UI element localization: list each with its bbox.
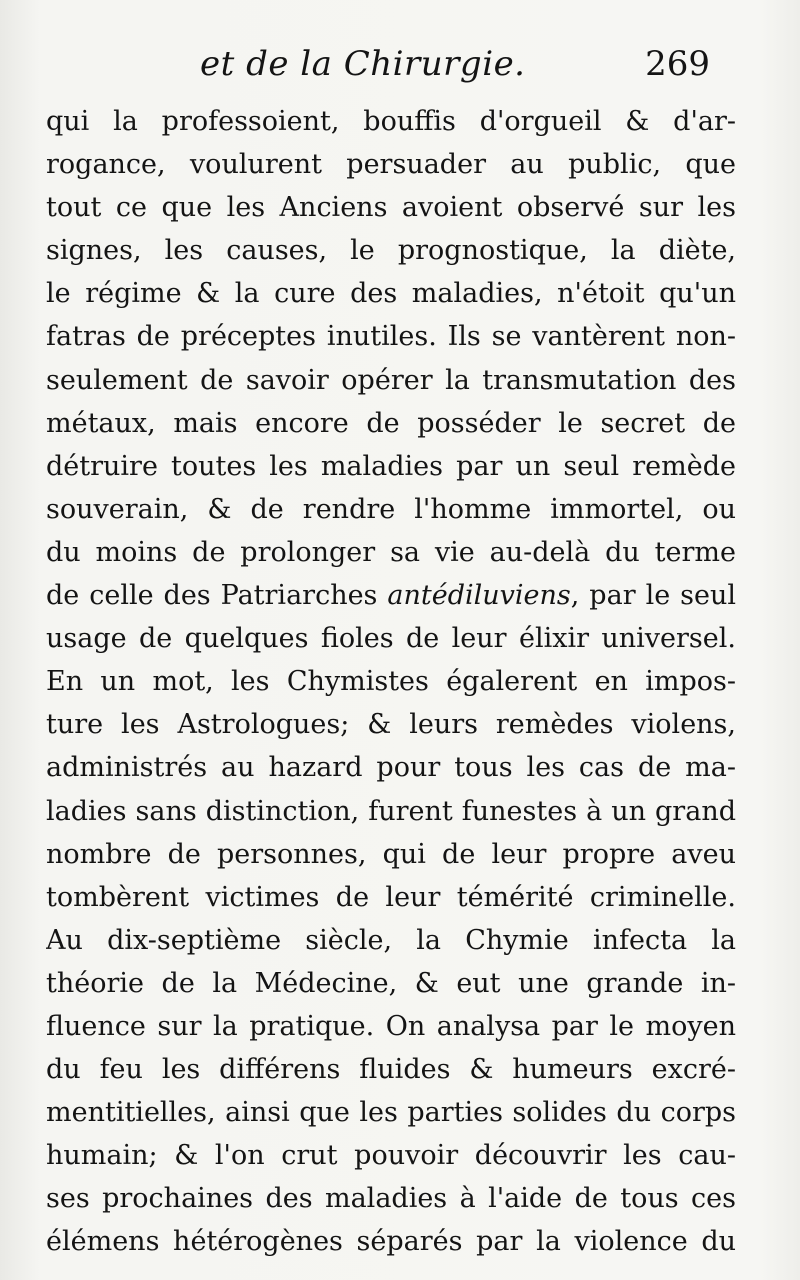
text-line: fatras de préceptes inutiles. Ils se vantèrent non-: [46, 321, 736, 353]
text-line: théorie de la Médecine, & eut une grande in-: [46, 967, 736, 999]
text-line: métaux, mais encore de posséder le secret de: [46, 407, 736, 439]
text-line: détruire toutes les maladies par un seul remède: [46, 450, 736, 482]
text-line: usage de quelques fioles de leur élixir universel.: [46, 623, 736, 655]
text-line: ture les Astrologues; & leurs remèdes violens,: [46, 709, 736, 741]
text-line: administrés au hazard pour tous les cas de ma-: [46, 752, 736, 784]
text-line: humain; & l'on crut pouvoir découvrir les cau-: [46, 1140, 736, 1172]
text-line: tombèrent victimes de leur témérité criminelle.: [46, 881, 736, 913]
running-head: [200, 44, 720, 96]
page-number: 269: [645, 44, 710, 84]
text-line: signes, les causes, le prognostique, la diète,: [46, 235, 736, 267]
text-line: fluence sur la pratique. On analysa par le moyen: [46, 1010, 736, 1042]
text-line: de celle des Patriarches antédiluviens, par le seul: [46, 580, 736, 612]
text-line: Au dix-septième siècle, la Chymie infecta la: [46, 924, 736, 956]
text-line: souverain, & de rendre l'homme immortel, ou: [46, 493, 736, 525]
text-line: En un mot, les Chymistes égalerent en impos-: [46, 666, 736, 698]
running-title: et de la Chirurgie.: [200, 44, 526, 84]
text-line: qui la professoient, bouffis d'orgueil & d'ar-: [46, 106, 736, 137]
italic-word: antédiluviens: [387, 580, 571, 612]
text-line: rogance, voulurent persuader au public, que: [46, 149, 736, 181]
body-text: [46, 100, 736, 1264]
text-line: ladies sans distinction, furent funestes à un grand: [46, 795, 736, 827]
text-line: mentitielles, ainsi que les parties solides du corps: [46, 1097, 736, 1129]
text-line: du moins de prolonger sa vie au-delà du terme: [46, 536, 736, 568]
text-line: ses prochaines des maladies à l'aide de tous ces: [46, 1183, 736, 1215]
text-line: élémens hétérogènes séparés par la violence du: [46, 1226, 736, 1258]
text-line: seulement de savoir opérer la transmutation des: [46, 364, 736, 396]
text-line: le régime & la cure des maladies, n'étoit qu'un: [46, 278, 736, 310]
text-line: nombre de personnes, qui de leur propre aveu: [46, 838, 736, 870]
text-line: du feu les différens fluides & humeurs excré-: [46, 1054, 736, 1086]
text-line: tout ce que les Anciens avoient observé sur les: [46, 192, 736, 224]
